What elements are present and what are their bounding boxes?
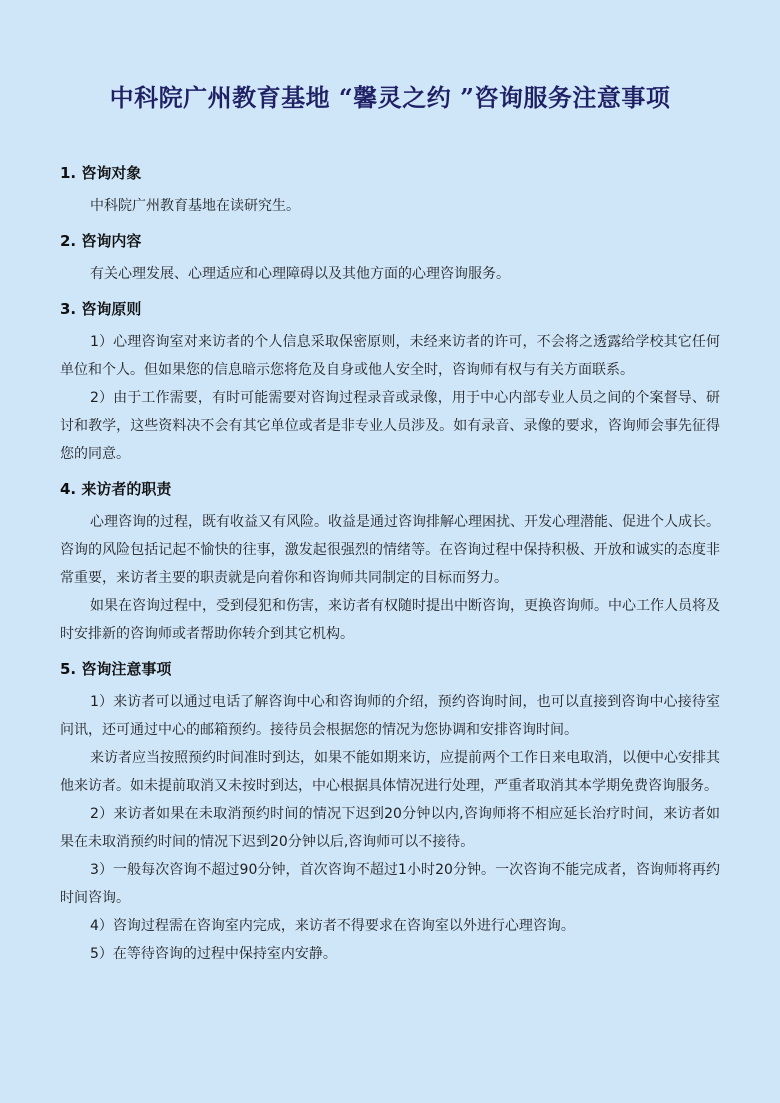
section-heading: 5. 咨询注意事项 [60, 660, 172, 678]
section-heading: 2. 咨询内容 [60, 232, 142, 250]
section-2 [60, 226, 720, 288]
section-3 [60, 294, 720, 468]
section-heading: 3. 咨询原则 [60, 300, 142, 318]
section-heading: 1. 咨询对象 [60, 164, 142, 182]
section-1 [60, 158, 720, 220]
paragraph: 有关心理发展、心理适应和心理障碍以及其他方面的心理咨询服务。 [90, 266, 510, 282]
paragraph: 1）来访者可以通过电话了解咨询中心和咨询师的介绍，预约咨询时间，也可以直接到咨询中心接待室问讯，还可通过中心的邮箱预约。接待员会根据您的情况为您协调和安排咨询时间。 [60, 694, 720, 738]
paragraph: 来访者应当按照预约时间准时到达，如果不能如期来访，应提前两个工作日来电取消，以便中心安排其他来访者。如未提前取消又未按时到达，中心根据具体情况进行处理，严重者取消其本学期免费咨询服务。 [60, 750, 720, 794]
section-heading: 4. 来访者的职责 [60, 480, 172, 498]
paragraph: 如果在咨询过程中，受到侵犯和伤害，来访者有权随时提出中断咨询，更换咨询师。中心工作人员将及时安排新的咨询师或者帮助你转介到其它机构。 [60, 598, 720, 642]
document-content [60, 158, 720, 968]
page-title: 中科院广州教育基地 “馨灵之约 ”咨询服务注意事项 [109, 83, 671, 112]
section-4 [60, 474, 720, 648]
paragraph: 4）咨询过程需在咨询室内完成，来访者不得要求在咨询室以外进行心理咨询。 [90, 918, 575, 934]
paragraph: 心理咨询的过程，既有收益又有风险。收益是通过咨询排解心理困扰、开发心理潜能、促进个人成长。咨询的风险包括记起不愉快的往事，激发起很强烈的情绪等。在咨询过程中保持积极、开放和诚实的态度非常重要，来访者主要的职责就是向着你和咨询师共同制定的目标而努力。 [60, 514, 720, 586]
paragraph: 中科院广州教育基地在读研究生。 [90, 198, 300, 214]
paragraph: 2）由于工作需要，有时可能需要对咨询过程录音或录像，用于中心内部专业人员之间的个案督导、研讨和教学，这些资料决不会有其它单位或者是非专业人员涉及。如有录音、录像的要求，咨询师会事先征得您的同意。 [60, 390, 720, 462]
paragraph: 3）一般每次咨询不超过90分钟，首次咨询不超过1小时20分钟。一次咨询不能完成者，咨询师将再约时间咨询。 [60, 862, 720, 906]
paragraph: 2）来访者如果在未取消预约时间的情况下迟到20分钟以内,咨询师将不相应延长治疗时间，来访者如果在未取消预约时间的情况下迟到20分钟以后,咨询师可以不接待。 [60, 806, 720, 850]
paragraph: 1）心理咨询室对来访者的个人信息采取保密原则，未经来访者的许可，不会将之透露给学校其它任何单位和个人。但如果您的信息暗示您将危及自身或他人安全时，咨询师有权与有关方面联系。 [60, 334, 720, 378]
paragraph: 5）在等待咨询的过程中保持室内安静。 [90, 946, 337, 962]
section-5 [60, 654, 720, 968]
